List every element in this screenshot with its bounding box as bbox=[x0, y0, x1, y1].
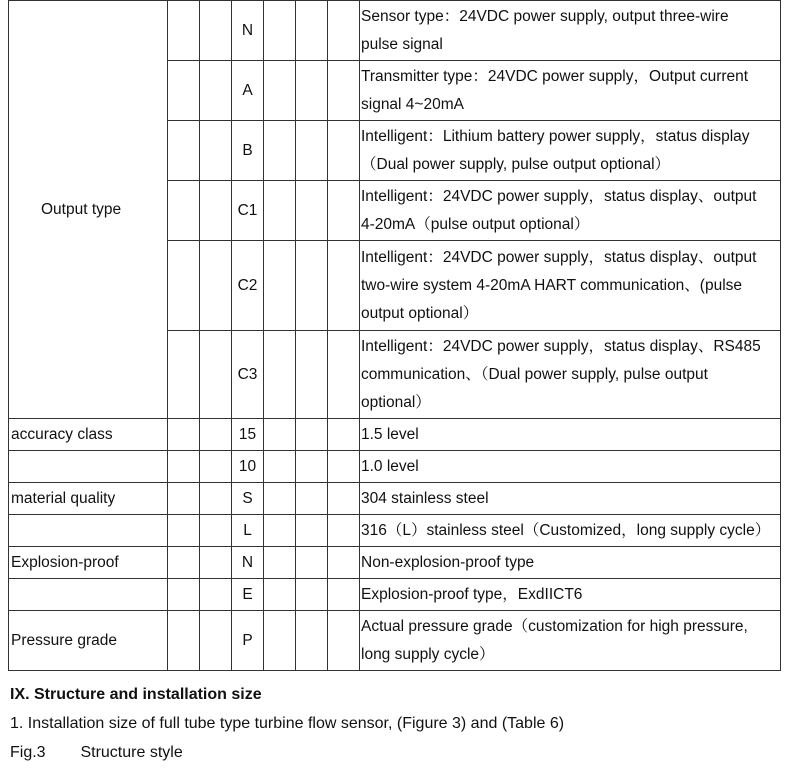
table-row bbox=[9, 515, 781, 547]
param-name bbox=[9, 451, 168, 483]
desc-cell: Non-explosion-proof type bbox=[360, 547, 781, 579]
desc-cell: Intelligent：24VDC power supply，status display、output 4-20mA（pulse output optional） bbox=[360, 181, 781, 241]
figure-label: Fig.3 bbox=[10, 744, 46, 761]
table-row bbox=[9, 579, 781, 611]
desc-cell: 1.0 level bbox=[360, 451, 781, 483]
code-cell: P bbox=[232, 611, 264, 671]
table-row bbox=[9, 547, 781, 579]
desc-cell: 316（L）stainless steel（Customized，long supply cycle） bbox=[360, 515, 781, 547]
desc-cell: 1.5 level bbox=[360, 419, 781, 451]
code-cell: C3 bbox=[232, 331, 264, 419]
desc-cell: Sensor type：24VDC power supply, output three-wire pulse signal bbox=[360, 1, 781, 61]
code-cell: S bbox=[232, 483, 264, 515]
table-row bbox=[9, 1, 781, 61]
code-cell: 10 bbox=[232, 451, 264, 483]
desc-cell: Intelligent：Lithium battery power supply，status display （Dual power supply, pulse output optional） bbox=[360, 121, 781, 181]
table-row bbox=[9, 483, 781, 515]
param-name bbox=[9, 579, 168, 611]
output-type-label: Output type bbox=[9, 1, 168, 419]
param-name: accuracy class bbox=[9, 419, 168, 451]
figure-caption bbox=[10, 744, 183, 762]
code-cell: C2 bbox=[232, 241, 264, 331]
desc-cell: 304 stainless steel bbox=[360, 483, 781, 515]
code-cell: E bbox=[232, 579, 264, 611]
table-row bbox=[9, 451, 781, 483]
code-cell: L bbox=[232, 515, 264, 547]
code-cell: B bbox=[232, 121, 264, 181]
desc-cell: Intelligent：24VDC power supply，status display、output two-wire system 4-20mA HART communication、(pulse output optional） bbox=[360, 241, 781, 331]
table-row bbox=[9, 419, 781, 451]
section-heading: IX. Structure and installation size bbox=[10, 686, 262, 703]
param-name: Explosion-proof bbox=[9, 547, 168, 579]
desc-cell: Actual pressure grade（customization for high pressure, long supply cycle） bbox=[360, 611, 781, 671]
desc-cell: Explosion-proof type，ExdIICT6 bbox=[360, 579, 781, 611]
desc-cell: Intelligent：24VDC power supply，status display、RS485 communication、（Dual power supply, pulse output optional） bbox=[360, 331, 781, 419]
code-cell: N bbox=[232, 547, 264, 579]
param-name bbox=[9, 515, 168, 547]
code-cell: C1 bbox=[232, 181, 264, 241]
desc-cell: Transmitter type：24VDC power supply，Output current signal 4~20mA bbox=[360, 61, 781, 121]
table-row bbox=[9, 611, 781, 671]
code-cell: 15 bbox=[232, 419, 264, 451]
code-cell: A bbox=[232, 61, 264, 121]
code-cell: N bbox=[232, 1, 264, 61]
param-name: Pressure grade bbox=[9, 611, 168, 671]
figure-title: Structure style bbox=[80, 744, 183, 761]
spec-table bbox=[8, 0, 781, 671]
section-line: 1. Installation size of full tube type turbine flow sensor, (Figure 3) and (Table 6) bbox=[10, 715, 565, 732]
param-name: material quality bbox=[9, 483, 168, 515]
